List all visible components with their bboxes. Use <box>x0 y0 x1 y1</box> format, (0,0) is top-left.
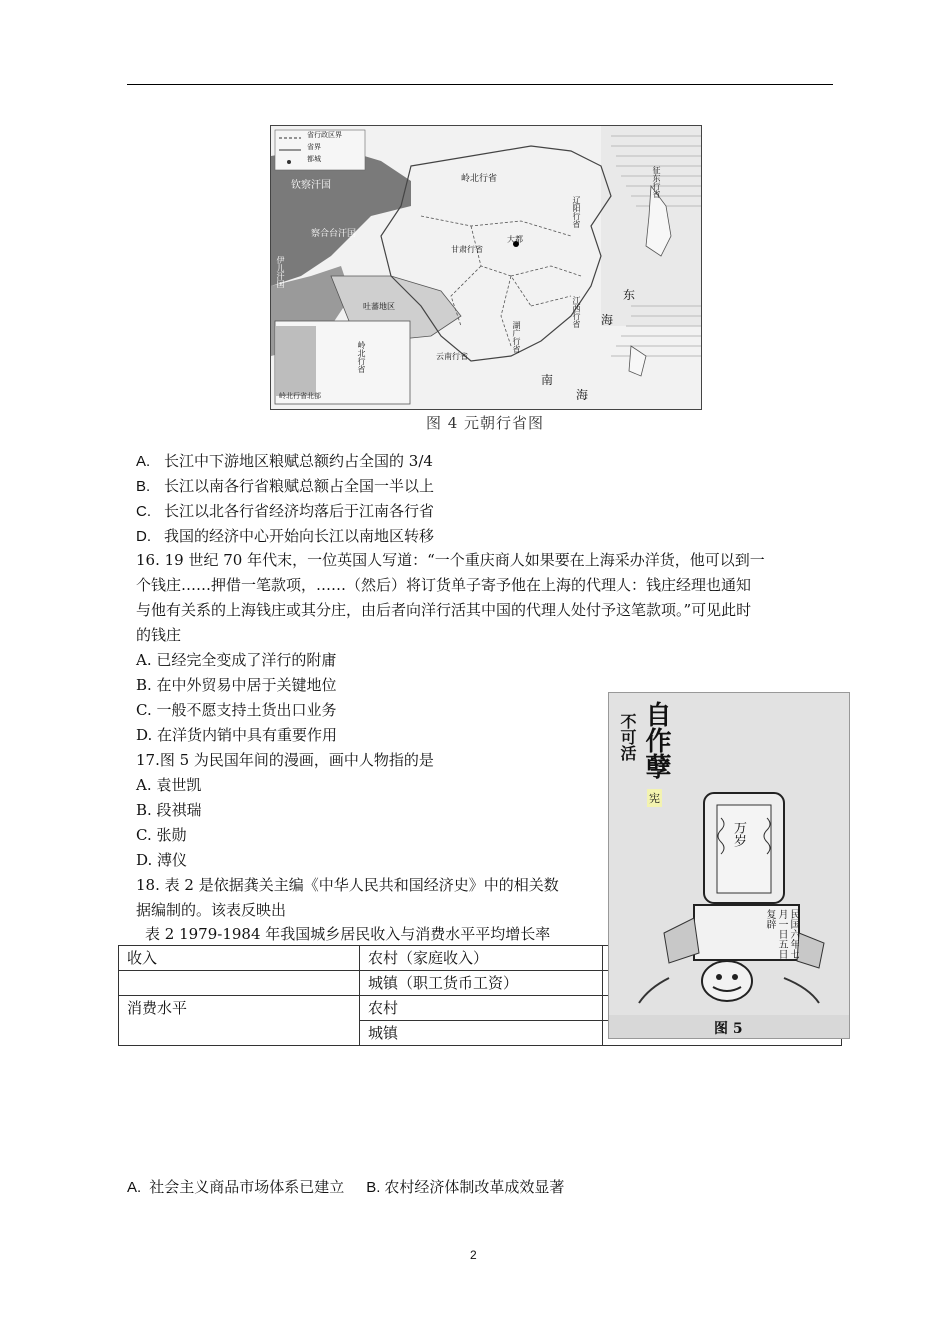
map-label-gansu: 甘肃行省 <box>451 245 483 254</box>
q16-option-c: C. 一般不愿支持土货出口业务 <box>136 701 337 719</box>
map-label-chagatai: 察合台汗国 <box>311 229 357 239</box>
table-cell: 农村（家庭收入） <box>360 946 603 971</box>
map-label-jiangxi: 江西行省 <box>572 296 581 328</box>
table-caption: 表 2 1979-1984 年我国城乡居民收入与消费水平平均增长率 <box>145 925 551 943</box>
map-label-dadu: 大都 <box>507 235 523 244</box>
table-cell: 消费水平 <box>119 996 360 1021</box>
cartoon-subtitle: 不可活 <box>618 713 637 761</box>
map-label-yunnan: 云南行省 <box>436 352 468 361</box>
map-legend-1: 省行政区界 <box>307 131 342 139</box>
table-cell <box>119 971 360 996</box>
q17-option-d: D. 溥仪 <box>136 851 188 869</box>
page-number: 2 <box>470 1248 477 1262</box>
q15-option-b: B. 长江以南各行省粮赋总额占全国一半以上 <box>136 477 435 495</box>
map-drawing <box>271 126 701 409</box>
q16-stem-line-1: 16. 19 世纪 70 年代末，一位英国人写道：“一个重庆商人如果要在上海采办洋货，他可以到一 <box>136 551 765 569</box>
q15-option-a: A. 长江中下游地区粮赋总额约占全国的 3/4 <box>136 452 433 470</box>
table-cell: 城镇（职工货币工资） <box>360 971 603 996</box>
map-label-east: 东 <box>623 288 636 302</box>
table-cell <box>119 1021 360 1046</box>
q18-options: A. 社会主义商品市场体系已建立 B. 农村经济体制改革成效显著 <box>127 1178 565 1196</box>
cartoon-figure <box>608 692 850 1039</box>
header-rule <box>127 84 833 85</box>
q17-option-a: A. 袁世凯 <box>136 776 202 794</box>
q16-option-b: B. 在中外贸易中居于关键地位 <box>136 676 337 694</box>
table-cell: 农村 <box>360 996 603 1021</box>
yuan-map <box>270 125 702 410</box>
q17-option-b: B. 段祺瑞 <box>136 801 202 819</box>
q15-option-c: C. 长江以北各行省经济均落后于江南各行省 <box>136 502 435 520</box>
q16-stem-line-2: 个钱庄……押借一笔款项，……（然后）将订货单子寄予他在上海的代理人：钱庄经理也通知 <box>136 576 752 594</box>
map-inset-note: 岭北行省北部 <box>279 392 321 400</box>
cartoon-caption: 图 5 <box>714 1021 743 1037</box>
cartoon-stamp: 宪 <box>647 789 662 807</box>
map-label-liaoyang: 辽阳行省 <box>572 196 581 228</box>
table-cell: 收入 <box>119 946 360 971</box>
map-label-south: 南 <box>541 373 554 387</box>
map-legend-2: 省界 <box>307 143 321 151</box>
q16-option-a: A. 已经完全变成了洋行的附庸 <box>136 651 337 669</box>
map-caption: 图 4 元朝行省图 <box>425 414 545 432</box>
table-cell: 城镇 <box>360 1021 603 1046</box>
map-legend-3: 都城 <box>307 155 321 163</box>
q17-stem: 17.图 5 为民国年间的漫画，画中人物指的是 <box>136 751 434 769</box>
q18-stem-line-2: 据编制的。该表反映出 <box>136 901 287 919</box>
map-label-sea: 海 <box>601 313 614 327</box>
q17-option-c: C. 张勋 <box>136 826 187 844</box>
cartoon-title: 自作孽 <box>641 701 671 779</box>
cartoon-plaque-text: 民国六年七月一日五日复辟 <box>764 909 799 959</box>
map-label-zhenghuang: 征东行省 <box>652 166 661 198</box>
q15-option-d: D. 我国的经济中心开始向长江以南地区转移 <box>136 527 435 545</box>
q16-stem-line-3: 与他有关系的上海钱庄或其分庄，由后者向洋行活其中国的代理人处付予这笔款项。”可见此时 <box>136 601 752 619</box>
map-label-ilkhanate: 伊儿汗国 <box>276 256 285 288</box>
q16-stem-line-4: 的钱庄 <box>136 626 182 644</box>
map-label-huguang: 湖广行省 <box>512 321 521 353</box>
cartoon-tablet-text: 万岁 <box>731 821 746 847</box>
q16-option-d: D. 在洋货内销中具有重要作用 <box>136 726 338 744</box>
map-label-south-sea: 海 <box>576 388 589 402</box>
map-label-tubo: 吐蕃地区 <box>363 302 395 311</box>
map-label-kipchak: 钦察汗国 <box>291 180 331 191</box>
map-label-lingbei: 岭北行省 <box>461 174 498 184</box>
yuan-map-figure <box>270 125 700 435</box>
q18-stem-line-1: 18. 表 2 是依据龚关主编《中华人民共和国经济史》中的相关数 <box>136 876 559 894</box>
map-inset-label: 岭北行省 <box>357 341 366 373</box>
